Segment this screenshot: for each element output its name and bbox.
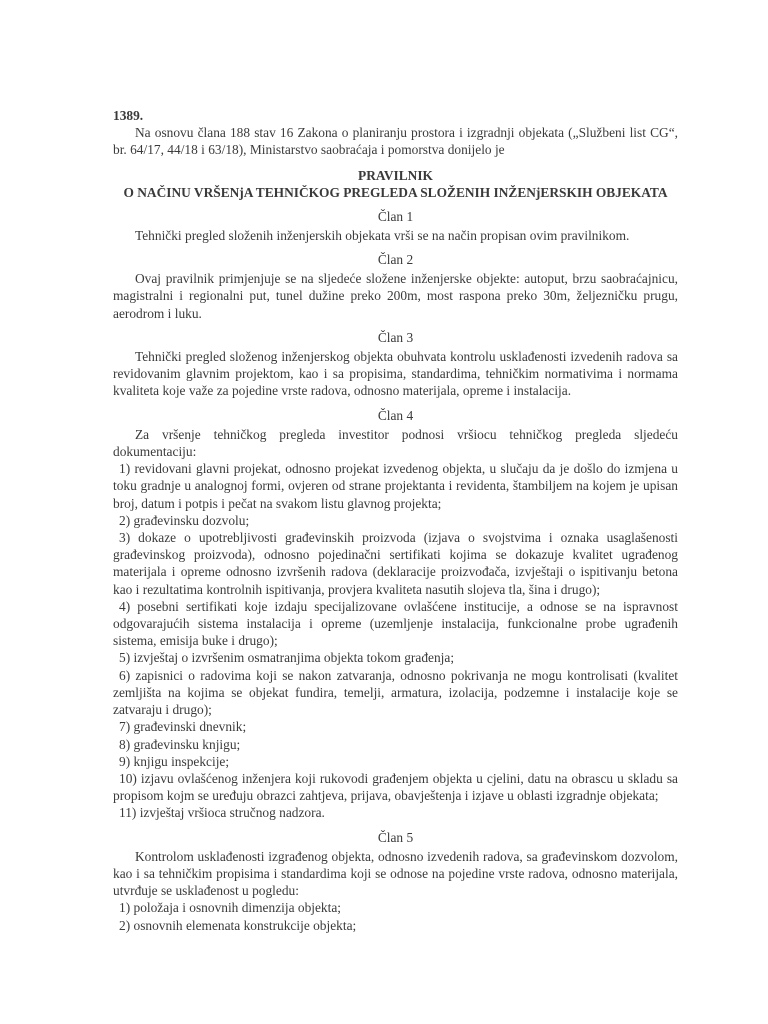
article-3-text: Tehnički pregled složenog inženjerskog objekta obuhvata kontrolu usklađenosti izvedenih radova sa revidovanim glavnim projektom, kao i sa propisima, standardima, tehničkim normativima i normama kvaliteta koje važe za pojedine vrste radova, odnosno materijala, opreme i instalacija. <box>113 349 678 399</box>
title-line-1: PRAVILNIK <box>358 167 433 183</box>
article-5-item: 2) osnovnih elemenata konstrukcije objekta; <box>119 917 357 933</box>
article-2-text: Ovaj pravilnik primjenjuje se na sljedeće složene inženjerske objekte: autoput, brzu saobraćajnicu, magistralni i regionalni put, tunel dužine preko 200m, most raspona preko 30m, željezničku prugu, aerodrom i luku. <box>113 271 678 321</box>
article-4-item: 3) dokaze o upotrebljivosti građevinskih proizvoda (izjava o svojstvima i oznaka usaglašenosti građevinskog proizvoda), odnosno pojedinačni sertifikati kojima se dokazuje kvalitet ugrađenog materijala i opreme odnosno izvršenih radova (deklaracije proizvođača, izvještaji o ispitivanju betona kao i rezultatima kontrolnih ispitivanja, provjera kvaliteta nasutih slojeva tla, šina i drugo); <box>113 530 678 597</box>
article-4-item: 1) revidovani glavni projekat, odnosno projekat izvedenog objekta, u slučaju da je došlo do izmjena u toku gradnje u analognoj formi, ovjeren od strane projektanta i revidenta, štambiljem na kojem je upisan broj, datum i potpis i pečat na svakom listu glavnog projekta; <box>113 461 678 511</box>
article-4-item: 10) izjavu ovlašćenog inženjera koji rukovodi građenjem objekta u cjelini, datu na obrascu u skladu sa propisom kojm se uređuju obrazci zahtjeva, prijava, obavještenja i izjave u oblasti izgradnje objekata; <box>113 770 678 804</box>
preamble: Na osnovu člana 188 stav 16 Zakona o planiranju prostora i izgradnji objekata („Službeni list CG“, br. 64/17, 44/18 i 63/18), Ministarstvo saobraćaja i pomorstva donijelo je <box>113 125 678 158</box>
article-1-text: Tehnički pregled složenih inženjerskih objekata vrši se na način propisan ovim pravilnikom. <box>135 227 630 243</box>
article-5-heading: Član 5 <box>377 829 414 845</box>
document-title <box>113 167 678 201</box>
article-4-item: 11) izvještaj vršioca stručnog nadzora. <box>119 805 325 821</box>
article-3-heading: Član 3 <box>377 329 414 345</box>
title-line-2: O NAČINU VRŠENjA TEHNIČKOG PREGLEDA SLOŽENIH INŽENjERSKIH OBJEKATA <box>123 184 668 200</box>
decision-number: 1389. <box>113 108 144 123</box>
article-4-item: 5) izvještaj o izvršenim osmatranjima objekta tokom građenja; <box>119 650 455 666</box>
article-4-item: 6) zapisnici o radovima koji se nakon zatvaranja, odnosno pokrivanja ne mogu kontrolisati (kvalitet zemljišta na kojima se objekat fundira, temelji, armatura, izolacija, podzemne i instalacije koje se zatvaraju i drugo); <box>113 667 678 718</box>
article-4-item: 9) knjigu inspekcije; <box>119 753 230 769</box>
article-5-item: 1) položaja i osnovnih dimenzija objekta; <box>119 900 342 916</box>
article-1-heading: Član 1 <box>377 208 414 224</box>
article-4-heading: Član 4 <box>377 407 414 423</box>
article-5-intro: Kontrolom usklađenosti izgrađenog objekta, odnosno izvedenih radova, sa građevinskom dozvolom, kao i sa tehničkim propisima i standardima koji se odnose na pojedine vrste radova, odnosno materijala, utvrđuje se usklađenost u pogledu: <box>113 848 678 899</box>
article-4-item: 4) posebni sertifikati koje izdaju specijalizovane ovlašćene institucije, a odnose se na ispravnost odgovarajućih sistema instalacija i opreme (uzemljenje instalacija, funkcionalne probe ugrađenih sistema, emisija buke i drugo); <box>113 598 678 649</box>
article-4-item: 2) građevinsku dozvolu; <box>119 512 250 528</box>
article-4-item: 8) građevinsku knjigu; <box>119 736 241 752</box>
article-2-heading: Član 2 <box>377 252 414 268</box>
article-4-intro: Za vršenje tehničkog pregleda investitor podnosi vršiocu tehničkog pregleda sljedeću dokumentaciju: <box>113 426 678 460</box>
article-4-item: 7) građevinski dnevnik; <box>119 719 247 735</box>
